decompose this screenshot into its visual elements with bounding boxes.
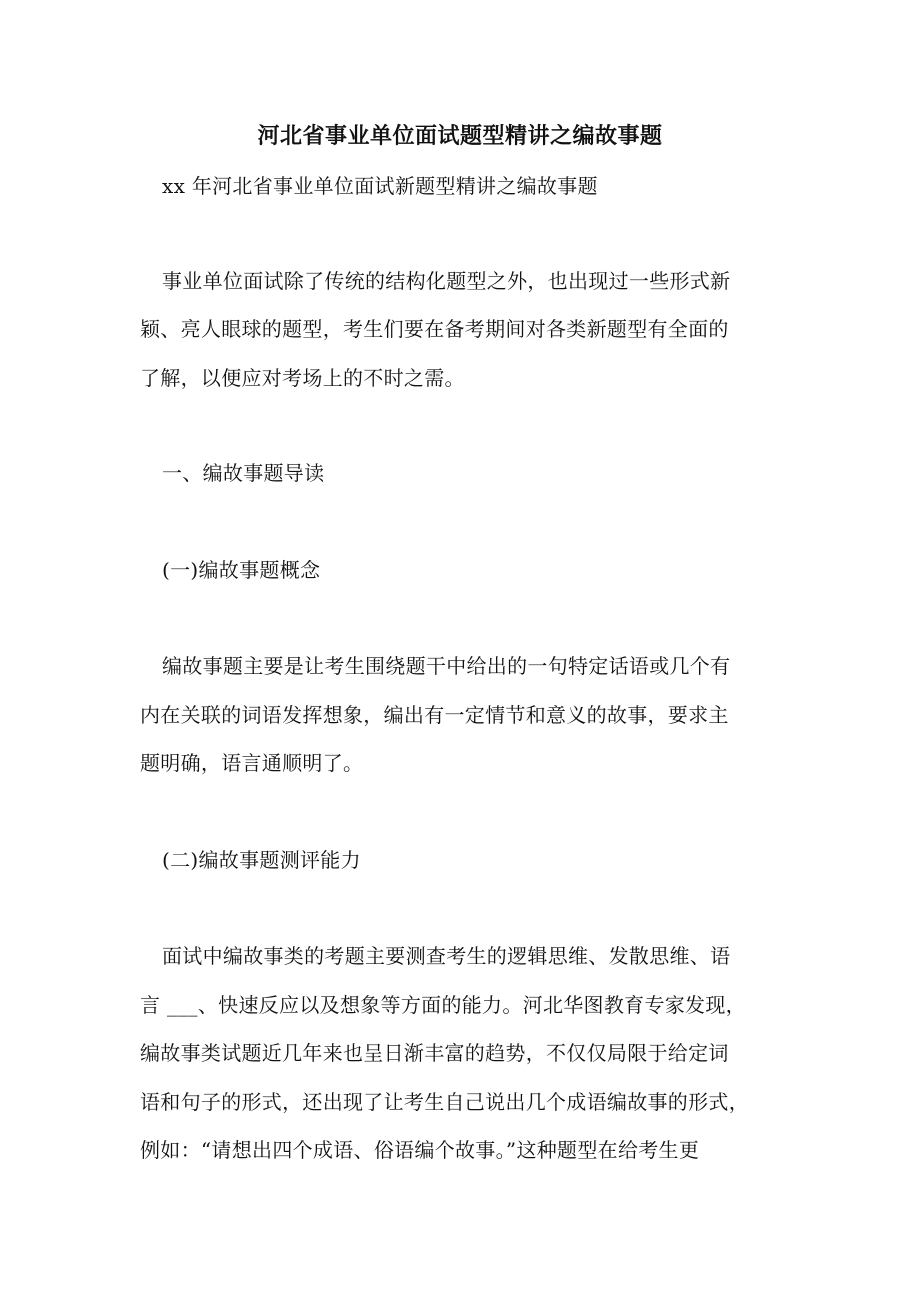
ability-line-2: 言 ___、快速反应以及想象等方面的能力。河北华图教育专家发现， (140, 993, 746, 1017)
ability-line-1: 面试中编故事类的考题主要测查考生的逻辑思维、发散思维、语 (162, 944, 731, 968)
section-heading-1: 一、编故事题导读 (162, 461, 325, 485)
ability-line-5: 例如：“请想出四个成语、俗语编个故事。”这种题型在给考生更 (140, 1138, 700, 1162)
intro-line-3: 了解，以便应对考场上的不时之需。 (140, 366, 465, 390)
subsection-heading-concept: (一)编故事题概念 (162, 558, 321, 582)
intro-line-2: 颖、亮人眼球的题型，考生们要在备考期间对各类新题型有全面的 (140, 317, 729, 341)
concept-line-2: 内在关联的词语发挥想象，编出有一定情节和意义的故事，要求主 (140, 703, 729, 727)
document-title: 河北省事业单位面试题型精讲之编故事题 (257, 123, 663, 149)
subsection-heading-ability: (二)编故事题测评能力 (162, 848, 361, 872)
concept-line-1: 编故事题主要是让考生围绕题干中给出的一句特定话语或几个有 (162, 654, 731, 678)
document-subtitle: xx 年河北省事业单位面试新题型精讲之编故事题 (162, 174, 598, 198)
ability-line-3: 编故事类试题近几年来也呈日渐丰富的趋势，不仅仅局限于给定词 (140, 1041, 729, 1065)
intro-line-1: 事业单位面试除了传统的结构化题型之外，也出现过一些形式新 (162, 269, 731, 293)
ability-line-4: 语和句子的形式，还出现了让考生自己说出几个成语编故事的形式， (140, 1090, 749, 1114)
concept-line-3: 题明确，语言通顺明了。 (140, 751, 364, 775)
